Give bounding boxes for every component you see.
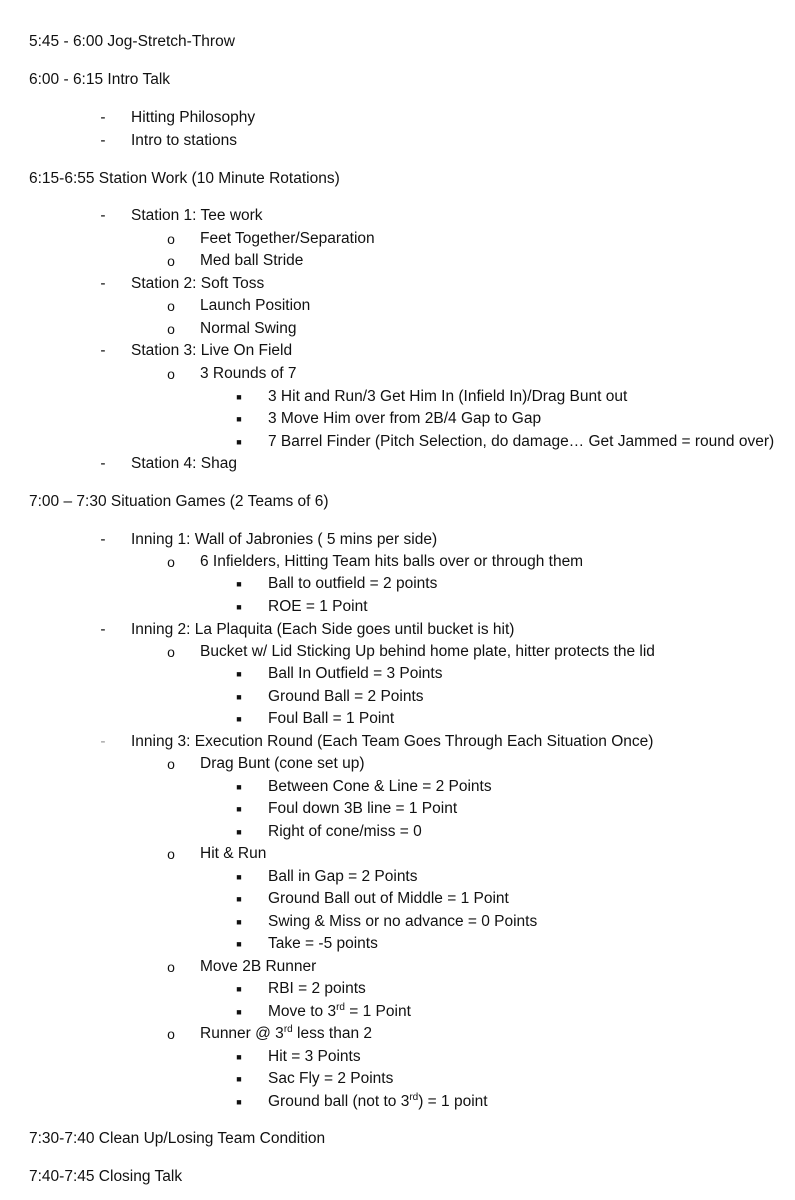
line-text bbox=[29, 1166, 182, 1188]
line-text bbox=[268, 888, 509, 910]
line-text-main: Inning 1: Wall of Jabronies ( 5 mins per side) bbox=[131, 531, 438, 548]
sub-item bbox=[0, 843, 795, 865]
square-bullet: ■ bbox=[236, 392, 242, 402]
line-text-after: = 1 Point bbox=[344, 1003, 411, 1020]
line-text-main: 7:40-7:45 Closing Talk bbox=[29, 1168, 183, 1185]
line-text-main: ROE = 1 Point bbox=[268, 598, 368, 615]
line-text-main: 3 Hit and Run/3 Get Him In (Infield In)/Drag Bunt out bbox=[268, 388, 628, 405]
station-item bbox=[0, 731, 795, 753]
line-text-main: 7 Barrel Finder (Pitch Selection, do damage… Get Jammed = round over) bbox=[268, 433, 775, 450]
detail-item bbox=[0, 1091, 795, 1113]
dash-bullet: - bbox=[100, 342, 106, 359]
detail-item bbox=[0, 1068, 795, 1090]
line-text-main: Hit & Run bbox=[200, 845, 267, 862]
circle-bullet: o bbox=[167, 644, 175, 660]
line-text bbox=[200, 318, 296, 340]
line-text-main: 6:00 - 6:15 Intro Talk bbox=[29, 71, 171, 88]
line-text-main: Ground Ball out of Middle = 1 Point bbox=[268, 890, 509, 907]
line-text-main: RBI = 2 points bbox=[268, 980, 366, 997]
detail-item bbox=[0, 596, 795, 618]
line-text bbox=[268, 1068, 393, 1090]
line-text-main: Station 2: Soft Toss bbox=[131, 275, 265, 292]
dash-bullet: - bbox=[100, 621, 106, 638]
sub-item bbox=[0, 295, 795, 317]
circle-bullet: o bbox=[167, 321, 175, 337]
line-text-main: 3 Rounds of 7 bbox=[200, 365, 297, 382]
line-text-main: Hitting Philosophy bbox=[131, 109, 256, 126]
detail-item bbox=[0, 386, 795, 408]
line-text-main: Move to 3 bbox=[268, 1003, 337, 1020]
line-text-main: Feet Together/Separation bbox=[200, 230, 375, 247]
detail-item bbox=[0, 888, 795, 910]
sub-item bbox=[0, 250, 795, 272]
line-text-main: Bucket w/ Lid Sticking Up behind home plate, hitter protects the lid bbox=[200, 643, 655, 660]
line-text bbox=[268, 1046, 361, 1068]
square-bullet: ■ bbox=[236, 804, 242, 814]
line-text-main: Between Cone & Line = 2 Points bbox=[268, 778, 492, 795]
detail-item bbox=[0, 798, 795, 820]
line-text bbox=[268, 776, 492, 798]
sub-item bbox=[0, 641, 795, 663]
line-text bbox=[268, 866, 418, 888]
line-text bbox=[131, 453, 237, 475]
line-text bbox=[268, 663, 442, 685]
line-text-main: Right of cone/miss = 0 bbox=[268, 823, 422, 840]
line-text bbox=[200, 843, 266, 865]
line-text-main: 5:45 - 6:00 Jog-Stretch-Throw bbox=[29, 33, 235, 50]
line-text bbox=[268, 933, 378, 955]
line-text bbox=[268, 911, 537, 933]
line-text bbox=[131, 731, 653, 753]
detail-item bbox=[0, 776, 795, 798]
line-text-main: Station 4: Shag bbox=[131, 455, 237, 472]
time-block-heading bbox=[0, 31, 795, 53]
detail-item bbox=[0, 866, 795, 888]
line-text bbox=[29, 491, 329, 513]
square-bullet: ■ bbox=[236, 782, 242, 792]
line-text-main: 6 Infielders, Hitting Team hits balls over or through them bbox=[200, 553, 584, 570]
line-text-main: Drag Bunt (cone set up) bbox=[200, 755, 365, 772]
line-text bbox=[29, 168, 340, 190]
detail-item bbox=[0, 408, 795, 430]
line-text bbox=[268, 708, 394, 730]
line-text-main: 7:00 – 7:30 Situation Games (2 Teams of 6) bbox=[29, 493, 329, 510]
detail-item bbox=[0, 663, 795, 685]
square-bullet: ■ bbox=[236, 894, 242, 904]
circle-bullet: o bbox=[167, 253, 175, 269]
line-text bbox=[200, 295, 310, 317]
square-bullet: ■ bbox=[236, 714, 242, 724]
detail-item bbox=[0, 978, 795, 1000]
dash-bullet: - bbox=[100, 207, 106, 224]
line-text bbox=[268, 408, 541, 430]
line-text-main: Ground ball (not to 3 bbox=[268, 1093, 410, 1110]
line-text-main: Sac Fly = 2 Points bbox=[268, 1070, 394, 1087]
square-bullet: ■ bbox=[236, 917, 242, 927]
sub-item bbox=[0, 1023, 795, 1045]
line-text bbox=[131, 619, 514, 641]
dash-bullet: - bbox=[100, 531, 106, 548]
line-text bbox=[131, 130, 237, 152]
sub-item bbox=[0, 228, 795, 250]
line-text-main: Move 2B Runner bbox=[200, 958, 317, 975]
dash-bullet: - bbox=[100, 109, 106, 126]
time-block-heading bbox=[0, 491, 795, 513]
station-item bbox=[0, 205, 795, 227]
line-text-main: Ball in Gap = 2 Points bbox=[268, 868, 418, 885]
line-text bbox=[268, 686, 424, 708]
line-text bbox=[200, 228, 375, 250]
square-bullet: ■ bbox=[236, 827, 242, 837]
line-text bbox=[268, 386, 627, 408]
square-bullet: ■ bbox=[236, 602, 242, 612]
line-text-main: 6:15-6:55 Station Work (10 Minute Rotations) bbox=[29, 170, 340, 187]
line-text-main: Hit = 3 Points bbox=[268, 1048, 361, 1065]
dash-bullet: - bbox=[100, 733, 106, 750]
line-text bbox=[131, 340, 292, 362]
line-text bbox=[200, 551, 583, 573]
line-text bbox=[268, 978, 366, 1000]
circle-bullet: o bbox=[167, 756, 175, 772]
line-text-main: 3 Move Him over from 2B/4 Gap to Gap bbox=[268, 410, 542, 427]
detail-item bbox=[0, 1001, 795, 1023]
line-text-main: Inning 2: La Plaquita (Each Side goes until bucket is hit) bbox=[131, 621, 515, 638]
square-bullet: ■ bbox=[236, 872, 242, 882]
square-bullet: ■ bbox=[236, 579, 242, 589]
ordinal-superscript: rd bbox=[336, 1002, 345, 1013]
line-text bbox=[200, 363, 297, 385]
line-text-main: Station 1: Tee work bbox=[131, 207, 263, 224]
circle-bullet: o bbox=[167, 231, 175, 247]
dash-bullet: - bbox=[100, 132, 106, 149]
circle-bullet: o bbox=[167, 554, 175, 570]
circle-bullet: o bbox=[167, 959, 175, 975]
sub-item bbox=[0, 551, 795, 573]
square-bullet: ■ bbox=[236, 437, 242, 447]
line-text bbox=[29, 31, 235, 53]
line-text bbox=[268, 798, 457, 820]
line-text-main: 7:30-7:40 Clean Up/Losing Team Condition bbox=[29, 1130, 326, 1147]
line-text-after: less than 2 bbox=[292, 1025, 372, 1042]
line-text bbox=[200, 1023, 372, 1045]
line-text-main: Intro to stations bbox=[131, 132, 237, 149]
detail-item bbox=[0, 933, 795, 955]
square-bullet: ■ bbox=[236, 1052, 242, 1062]
line-text-main: Runner @ 3 bbox=[200, 1025, 284, 1042]
station-item bbox=[0, 619, 795, 641]
line-text bbox=[131, 273, 264, 295]
line-text bbox=[29, 1128, 325, 1150]
line-text-main: Foul Ball = 1 Point bbox=[268, 710, 395, 727]
station-item bbox=[0, 340, 795, 362]
line-text bbox=[200, 250, 303, 272]
time-block-heading bbox=[0, 168, 795, 190]
line-text bbox=[268, 573, 437, 595]
square-bullet: ■ bbox=[236, 692, 242, 702]
line-text bbox=[200, 753, 365, 775]
circle-bullet: o bbox=[167, 298, 175, 314]
line-text-main: Ball In Outfield = 3 Points bbox=[268, 665, 443, 682]
line-text bbox=[131, 107, 255, 129]
line-text bbox=[268, 431, 774, 453]
line-text-main: Station 3: Live On Field bbox=[131, 342, 293, 359]
line-text bbox=[268, 1091, 488, 1113]
sub-item bbox=[0, 318, 795, 340]
line-text bbox=[29, 69, 170, 91]
circle-bullet: o bbox=[167, 1026, 175, 1042]
detail-item bbox=[0, 573, 795, 595]
dash-bullet: - bbox=[100, 455, 106, 472]
sub-item bbox=[0, 956, 795, 978]
station-item bbox=[0, 107, 795, 129]
station-item bbox=[0, 529, 795, 551]
circle-bullet: o bbox=[167, 366, 175, 382]
line-text-main: Swing & Miss or no advance = 0 Points bbox=[268, 913, 538, 930]
square-bullet: ■ bbox=[236, 414, 242, 424]
detail-item bbox=[0, 911, 795, 933]
line-text bbox=[131, 529, 437, 551]
line-text bbox=[268, 821, 422, 843]
square-bullet: ■ bbox=[236, 939, 242, 949]
detail-item bbox=[0, 821, 795, 843]
square-bullet: ■ bbox=[236, 1074, 242, 1084]
detail-item bbox=[0, 1046, 795, 1068]
sub-item bbox=[0, 753, 795, 775]
station-item bbox=[0, 453, 795, 475]
time-block-heading bbox=[0, 1128, 795, 1150]
dash-bullet: - bbox=[100, 275, 106, 292]
line-text-main: Ground Ball = 2 Points bbox=[268, 688, 424, 705]
line-text bbox=[268, 1001, 411, 1023]
square-bullet: ■ bbox=[236, 1007, 242, 1017]
line-text bbox=[131, 205, 263, 227]
line-text-main: Med ball Stride bbox=[200, 252, 304, 269]
line-text-main: Inning 3: Execution Round (Each Team Goes Through Each Situation Once) bbox=[131, 733, 654, 750]
line-text-main: Foul down 3B line = 1 Point bbox=[268, 800, 458, 817]
detail-item bbox=[0, 708, 795, 730]
station-item bbox=[0, 273, 795, 295]
time-block-heading bbox=[0, 69, 795, 91]
line-text bbox=[200, 956, 316, 978]
ordinal-superscript: rd bbox=[409, 1092, 419, 1103]
sub-item bbox=[0, 363, 795, 385]
square-bullet: ■ bbox=[236, 1097, 242, 1107]
time-block-heading bbox=[0, 1166, 795, 1188]
line-text-main: Ball to outfield = 2 points bbox=[268, 575, 438, 592]
square-bullet: ■ bbox=[236, 669, 242, 679]
station-item bbox=[0, 130, 795, 152]
line-text-main: Normal Swing bbox=[200, 320, 297, 337]
detail-item bbox=[0, 431, 795, 453]
line-text-main: Take = -5 points bbox=[268, 935, 378, 952]
circle-bullet: o bbox=[167, 846, 175, 862]
detail-item bbox=[0, 686, 795, 708]
line-text-main: Launch Position bbox=[200, 297, 311, 314]
ordinal-superscript: rd bbox=[283, 1024, 293, 1035]
line-text bbox=[268, 596, 368, 618]
line-text-after: ) = 1 point bbox=[418, 1093, 488, 1110]
square-bullet: ■ bbox=[236, 984, 242, 994]
line-text bbox=[200, 641, 655, 663]
